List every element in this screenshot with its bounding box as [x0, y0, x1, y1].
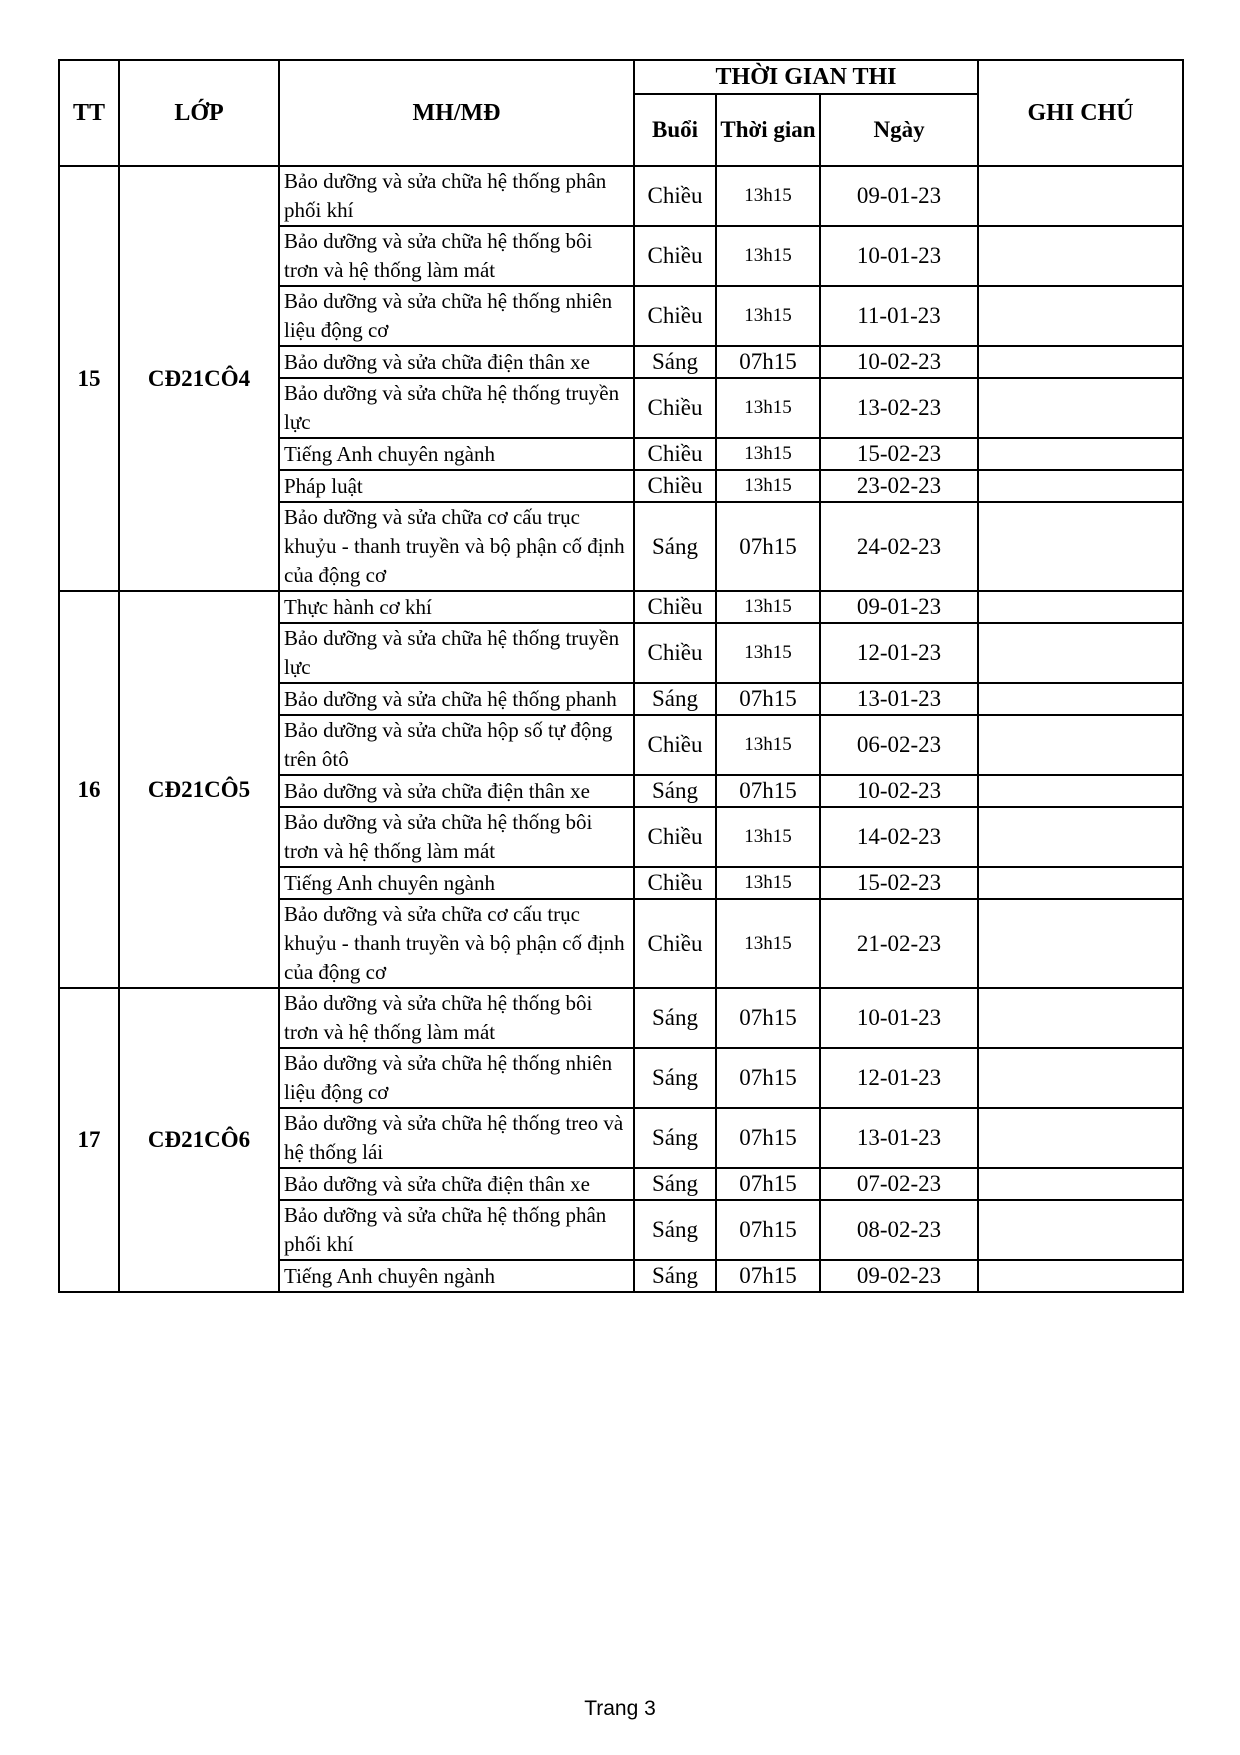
session-cell: Chiều	[634, 899, 716, 988]
note-cell	[978, 502, 1183, 591]
note-cell	[978, 867, 1183, 899]
date-cell: 07-02-23	[820, 1168, 978, 1200]
date-cell: 10-01-23	[820, 226, 978, 286]
date-cell: 24-02-23	[820, 502, 978, 591]
time-cell: 07h15	[716, 1048, 820, 1108]
subject-cell: Bảo dưỡng và sửa chữa hệ thống truyền lực	[279, 378, 634, 438]
group-number: 17	[59, 988, 119, 1292]
session-cell: Chiều	[634, 715, 716, 775]
date-cell: 15-02-23	[820, 438, 978, 470]
subject-cell: Bảo dưỡng và sửa chữa hệ thống phân phối khí	[279, 1200, 634, 1260]
subject-cell: Bảo dưỡng và sửa chữa điện thân xe	[279, 346, 634, 378]
time-cell: 07h15	[716, 683, 820, 715]
header-tt: TT	[59, 60, 119, 166]
subject-cell: Bảo dưỡng và sửa chữa hệ thống bôi trơn và hệ thống làm mát	[279, 988, 634, 1048]
note-cell	[978, 378, 1183, 438]
date-cell: 09-02-23	[820, 1260, 978, 1292]
time-cell: 07h15	[716, 1108, 820, 1168]
date-cell: 21-02-23	[820, 899, 978, 988]
time-cell: 13h15	[716, 166, 820, 226]
date-cell: 15-02-23	[820, 867, 978, 899]
time-cell: 13h15	[716, 867, 820, 899]
subject-cell: Bảo dưỡng và sửa chữa hệ thống phân phối khí	[279, 166, 634, 226]
page-number: Trang 3	[584, 1697, 656, 1720]
time-cell: 13h15	[716, 899, 820, 988]
time-cell: 07h15	[716, 502, 820, 591]
date-cell: 10-02-23	[820, 346, 978, 378]
subject-cell: Bảo dưỡng và sửa chữa hệ thống nhiên liệu động cơ	[279, 286, 634, 346]
note-cell	[978, 438, 1183, 470]
date-cell: 13-01-23	[820, 683, 978, 715]
time-cell: 07h15	[716, 988, 820, 1048]
subject-cell: Bảo dưỡng và sửa chữa hệ thống treo và hệ thống lái	[279, 1108, 634, 1168]
group-number: 15	[59, 166, 119, 591]
note-cell	[978, 715, 1183, 775]
note-cell	[978, 346, 1183, 378]
subject-cell: Pháp luật	[279, 470, 634, 502]
note-cell	[978, 775, 1183, 807]
subject-cell: Bảo dưỡng và sửa chữa hệ thống truyền lực	[279, 623, 634, 683]
date-cell: 12-01-23	[820, 1048, 978, 1108]
time-cell: 13h15	[716, 807, 820, 867]
session-cell: Sáng	[634, 775, 716, 807]
subject-cell: Bảo dưỡng và sửa chữa hệ thống bôi trơn và hệ thống làm mát	[279, 226, 634, 286]
note-cell	[978, 623, 1183, 683]
session-cell: Sáng	[634, 1048, 716, 1108]
time-cell: 13h15	[716, 286, 820, 346]
subject-cell: Bảo dưỡng và sửa chữa cơ cấu trục khuỷu - thanh truyền và bộ phận cố định của động cơ	[279, 502, 634, 591]
class-code: CĐ21CÔ4	[119, 166, 279, 591]
time-cell: 07h15	[716, 1260, 820, 1292]
note-cell	[978, 470, 1183, 502]
note-cell	[978, 1200, 1183, 1260]
session-cell: Chiều	[634, 226, 716, 286]
time-cell: 13h15	[716, 591, 820, 623]
subject-cell: Tiếng Anh chuyên ngành	[279, 438, 634, 470]
note-cell	[978, 591, 1183, 623]
time-cell: 13h15	[716, 226, 820, 286]
subject-cell: Bảo dưỡng và sửa chữa hệ thống nhiên liệu động cơ	[279, 1048, 634, 1108]
note-cell	[978, 1048, 1183, 1108]
session-cell: Sáng	[634, 1200, 716, 1260]
session-cell: Chiều	[634, 591, 716, 623]
table-row	[59, 591, 1183, 623]
session-cell: Chiều	[634, 378, 716, 438]
session-cell: Sáng	[634, 1260, 716, 1292]
session-cell: Chiều	[634, 286, 716, 346]
subject-cell: Bảo dưỡng và sửa chữa hệ thống phanh	[279, 683, 634, 715]
session-cell: Sáng	[634, 1108, 716, 1168]
note-cell	[978, 683, 1183, 715]
session-cell: Chiều	[634, 166, 716, 226]
time-cell: 13h15	[716, 378, 820, 438]
time-cell: 13h15	[716, 438, 820, 470]
subject-cell: Bảo dưỡng và sửa chữa điện thân xe	[279, 775, 634, 807]
session-cell: Sáng	[634, 346, 716, 378]
group-number: 16	[59, 591, 119, 988]
header-ghi-chu: GHI CHÚ	[978, 60, 1183, 166]
exam-schedule-table	[58, 59, 1184, 1293]
note-cell	[978, 286, 1183, 346]
time-cell: 07h15	[716, 346, 820, 378]
time-cell: 07h15	[716, 775, 820, 807]
date-cell: 23-02-23	[820, 470, 978, 502]
date-cell: 09-01-23	[820, 166, 978, 226]
header-lop: LỚP	[119, 60, 279, 166]
time-cell: 13h15	[716, 715, 820, 775]
schedule-body	[59, 166, 1183, 1292]
subject-cell: Bảo dưỡng và sửa chữa hệ thống bôi trơn và hệ thống làm mát	[279, 807, 634, 867]
session-cell: Sáng	[634, 988, 716, 1048]
date-cell: 12-01-23	[820, 623, 978, 683]
time-cell: 07h15	[716, 1168, 820, 1200]
session-cell: Chiều	[634, 470, 716, 502]
note-cell	[978, 1260, 1183, 1292]
session-cell: Chiều	[634, 438, 716, 470]
note-cell	[978, 899, 1183, 988]
header-mhmd: MH/MĐ	[279, 60, 634, 166]
header-ngay: Ngày	[820, 94, 978, 166]
subject-cell: Bảo dưỡng và sửa chữa điện thân xe	[279, 1168, 634, 1200]
header-thoi-gian-thi: THỜI GIAN THI	[634, 60, 978, 94]
date-cell: 13-01-23	[820, 1108, 978, 1168]
time-cell: 13h15	[716, 470, 820, 502]
date-cell: 08-02-23	[820, 1200, 978, 1260]
class-code: CĐ21CÔ6	[119, 988, 279, 1292]
date-cell: 10-02-23	[820, 775, 978, 807]
note-cell	[978, 1168, 1183, 1200]
session-cell: Sáng	[634, 502, 716, 591]
date-cell: 09-01-23	[820, 591, 978, 623]
table-row	[59, 988, 1183, 1048]
note-cell	[978, 166, 1183, 226]
date-cell: 13-02-23	[820, 378, 978, 438]
note-cell	[978, 807, 1183, 867]
date-cell: 11-01-23	[820, 286, 978, 346]
session-cell: Sáng	[634, 1168, 716, 1200]
subject-cell: Bảo dưỡng và sửa chữa cơ cấu trục khuỷu - thanh truyền và bộ phận cố định của động cơ	[279, 899, 634, 988]
session-cell: Chiều	[634, 867, 716, 899]
header-buoi: Buổi	[634, 94, 716, 166]
note-cell	[978, 988, 1183, 1048]
class-code: CĐ21CÔ5	[119, 591, 279, 988]
session-cell: Sáng	[634, 683, 716, 715]
note-cell	[978, 1108, 1183, 1168]
subject-cell: Thực hành cơ khí	[279, 591, 634, 623]
date-cell: 06-02-23	[820, 715, 978, 775]
time-cell: 13h15	[716, 623, 820, 683]
header-thoi-gian: Thời gian	[716, 94, 820, 166]
note-cell	[978, 226, 1183, 286]
subject-cell: Bảo dưỡng và sửa chữa hộp số tự động trên ôtô	[279, 715, 634, 775]
date-cell: 10-01-23	[820, 988, 978, 1048]
session-cell: Chiều	[634, 807, 716, 867]
subject-cell: Tiếng Anh chuyên ngành	[279, 867, 634, 899]
time-cell: 07h15	[716, 1200, 820, 1260]
session-cell: Chiều	[634, 623, 716, 683]
date-cell: 14-02-23	[820, 807, 978, 867]
table-row	[59, 166, 1183, 226]
subject-cell: Tiếng Anh chuyên ngành	[279, 1260, 634, 1292]
